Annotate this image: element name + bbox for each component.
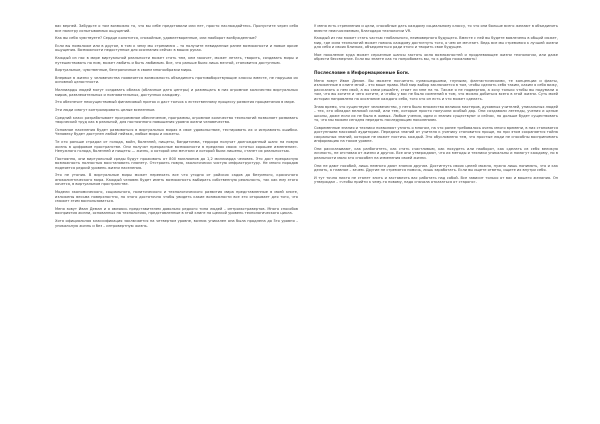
paragraph: Виртуальные, чувственные, безграничные в своем многообразии миры. [55,68,193,73]
paragraph: Современные знания и техники позволяют узнать о многом, на что ранее требовалось очень много времени, в них становятся доступными массовой аудитории. Передача знаний от учителя к ученику становится проще, но при этом сохраняется тайна сакральных знаний, которые не может постичь каждый. Это обусловлено тем, что простые люди не способны воспринимать информацию на таком уровне. [314,125,558,144]
paragraph: Модели экономического, социального, политического и технологического развития мира представленные в моей книге, изложены весьма поверхностно, но этого достаточно чтобы увидеть какие возможности все это открывает для того, что сможет этим воспользоваться. [55,190,298,204]
paragraph: Средний класс разрабатывает программное обеспечение, программы, огромное количество технологий позволяет развивать творческий труд как в реальной, для постоянного повышения уровня жизни человечества. [55,115,298,125]
paragraph: У меня есть стремления и цели, способные дать каждому социальному классу, то что они больше всего желают в объединить вместе неисчисляемым, благодаря технологии VR. [314,24,558,33]
section-heading: Послесловие в Информационные Боги. [314,69,410,75]
paragraph: Меня зовут Иван Деман. Вы можете посчитать сумасшедшими, глупыми, фантастическими, те концепции и факты, изложенные в книге мной – это ваше право. Мой мир выбор заключается в том, чтобы сделать себя таким, каким я себя вижу, рассказать о нем свой, а вы сами решайте, стоит ли мне на то. Также я не подвергаю, а хочу только чтобы вы подумали о том, что вы хотите и чего хотите, и чтобы у вас не было сомнений в том, что можно добиться всего в этой жизни. Суть моей истории направлена на осознание каждого себя, того кто он есть и что может сделать. [314,78,558,101]
paragraph: Миллиарды людей могут создавать облака (облачные дата центры) и размещать в них огромное количество виртуальных миров, развлекательных и познавательных, доступных каждому. [55,88,298,97]
paragraph: Это обеспечит неосуществимый финансовый приток и даст толчок к естественному процессу развития процветания в мире. [55,100,296,105]
paragraph: Постоянно, они виртуальный среды будут проживать от 800 миллионов до 1,2 миллиарда человек. Это даст прекрасную возможность полностью восстановить планету. Отстроить новую, экологически чистую инфраструктуру. Не много породов подняется редкий уровень жизни населения. [55,156,298,170]
paragraph: Меня зовут Иван Деман и я являюсь представителем довольно редкого типа людей – интроэкстравертов. Много способов восприятия жизни, основанных на технологиях, представленные в этой книге на щелкой уровень технологического цикла. [55,206,298,216]
paragraph: Если вы помоложе или в другое, в том к чему мы стремимся – то получите невиданные ранее возможности и новые яркие ощущения. Возможности недоступные для осознания сейчас в ваших руках. [55,43,298,53]
paragraph: Они рассказывают, как разбогатеть, как стать счастливым, как похудеть или наоборот, как сделать из себя великую личность, не отставая от жизни и других. Все они утверждают, что их методы и техники уникальны и помогут каждому, но в реальности мало кто способен на изменения своей жизни. [314,146,558,160]
paragraph: Основное населения будет развиваться в виртуальных мирах в свое удовольствие, тестировать их и исправлять ошибки. Человеку будет доступен любой пейзаж, любые миры и сюжеты. [55,127,298,137]
paragraph: Хотя официальная классификация заключается на четвертом уровне, возник уникален она была продлена до 5го уровня – уникальную жизнь и без – интровертную жизнь. [55,219,298,228]
left-column [55,24,298,418]
paragraph: И тут точно никто не станет злить и заставлять вас работать над собой. Все зависит только от вас и вашего желания. Он утверждал – «чтобы прийти к чему-то новому, надо сначала отказаться от старого». [314,175,558,185]
paragraph: Знаю время, что существуют человечество, у него было множество великих мастеров, духовных учителей, уникальных людей – тех, кто обладал великой силой, или тем, которые просто получили особый дар. Они создавали легенды, учения и целые школы, даже если их не было в живых. Любые учения, идеи и знания существуют и сейчас, но дольше будет существовать то, что мы можем сегодня передать последующим поколениям. [314,104,558,123]
paragraph: Как вы себя чувствуете? Сердце колотится, спокойные, удовлетворенные, или наоборот возбужденные? [55,36,257,41]
paragraph: Мое поколение куда может серьезные шансы застать окно возможностей и продлевающее жизни технологии, или даже обрести бессмертие. Если вы знаете как то попробовать вы, то к добро пожаловать! [314,52,558,62]
paragraph: Эти люди смогут контролировать целые вселенные. [55,108,156,112]
right-column [314,24,558,418]
paragraph: Впервые в жизни у человечества появляется возможность объединить противоборствующие классы вместе, не нарушая их основной целостности. [55,75,298,85]
paragraph: Каждый из нас в мире виртуальной реальности может стать тем, кем захочет, может летать, творить, создавать миры и путешествовать по ним, может любить и быть любимым. Все, что раньше было лишь мечтой, становится доступным. [55,56,298,65]
paragraph: Они не дают пособий, лишь немного дают знания другим. Достигнуть своих целей можно, нужно лишь понимать, что и как делать, а главное – зачем. Другие не стремятся помочь, лишь заработать. Если вы ищете ответы, ищите их внутри себя. [314,163,558,173]
paragraph: Те кто раньше страдал от голода, войн, болезней, нищеты, бандитизма, террора получат долгожданный шанс на новую жизнь в цифровом пространстве. Они получат прекрасные возможности в пределах своих «статьи хорошее изменение». Ненужного голода, болезней и нищеты — жизнь, о которой они мечтали и которой были лишены, станет их реальностью. [55,140,298,154]
paragraph: вас верней. Забудьте о том возможно то, что вы себе представили или нет, просто наслаждайтесь. Пропустите через себя все палитру испытываемых ощущений. [55,24,298,33]
paragraph: Каждый из нас может стать частью глобального, неимоверного будущего. Вместе с ней вы будете вовлечены в общий сюжет, мир, где сила технологий может помочь каждому достигнуть того, о чем он мечтает. Ведь все мы стремимся к лучшей жизни для себя и своих близких, объединяться ради этого и творить свое будущее. [314,36,558,50]
paragraph: Это не утопия. В виртуальные миры может переехать все что угодно от райских садов до безумного, красочного апокалиптического мира. Каждый человек будет иметь возможность выбирать собственную реальность, так как ему этого хочется, в виртуальном пространстве. [55,173,298,187]
